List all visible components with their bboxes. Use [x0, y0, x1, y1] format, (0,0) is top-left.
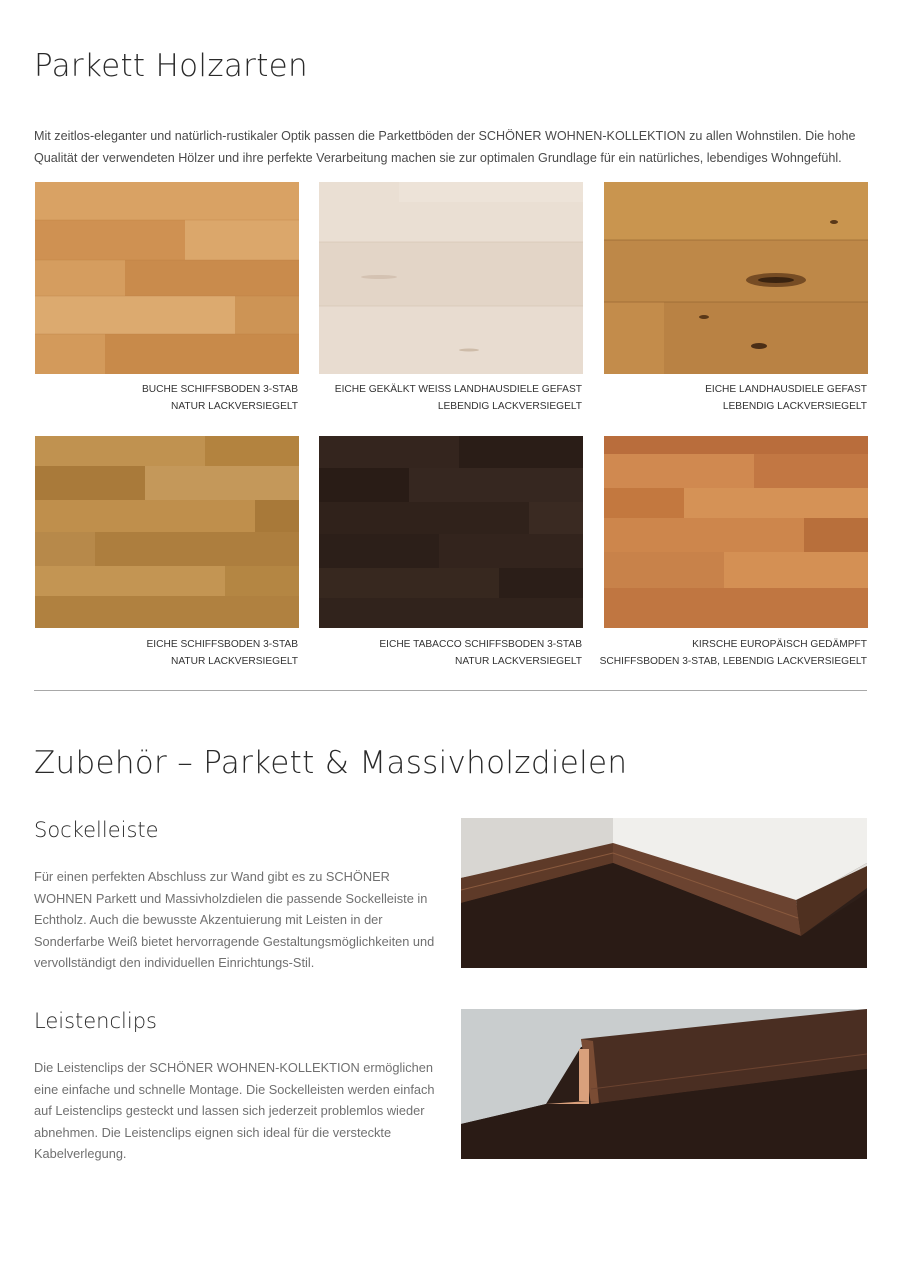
swatch-buche-schiffsboden [35, 182, 299, 374]
sockelleiste-photo [461, 818, 867, 968]
sockelleiste-title: Sockelleiste [34, 818, 159, 842]
swatch-eiche-gekaelkt-weiss [319, 182, 583, 374]
sockelleiste-text: Für einen perfekten Abschluss zur Wand gibt es zu SCHÖNER WOHNEN Parkett und Massivholzdielen die passende Sockelleiste in Echtholz. Auch die bewusste Akzentuierung mit Leisten in der Sonderfarbe Weiß bietet hervorragende Gestaltungsmöglichkeiten und vervollständigt den individuellen Einrichtungs-Stil. [34, 869, 435, 970]
swatch-caption [603, 381, 867, 415]
swatch-caption [567, 636, 867, 670]
caption-line: NATUR LACKVERSIEGELT [455, 656, 582, 667]
swatch-eiche-tabacco [319, 436, 583, 628]
leistenclips-text: Die Leistenclips der SCHÖNER WOHNEN-KOLLEKTION ermöglichen eine einfache und schnelle Montage. Die Sockelleisten werden einfach auf Leistenclips gesteckt und lassen sich jederzeit problemlos wieder abnehmen. Die Leistenclips eignen sich ideal für die versteckte Kabelverlegung. [34, 1060, 435, 1161]
swatch-caption [34, 381, 298, 415]
caption-line: NATUR LACKVERSIEGELT [171, 656, 298, 667]
section-title: Zubehör – Parkett & Massivholzdielen [34, 745, 628, 781]
intro-text: Mit zeitlos-eleganter und natürlich-rustikaler Optik passen die Parkettböden der SCHÖNER WOHNEN-KOLLEKTION zu allen Wohnstilen. Die hohe Qualität der verwendeten Hölzer und ihre perfekte Verarbeitung machen sie zur optimalen Grundlage für ein natürliches, lebendiges Wohngefühl. [34, 129, 856, 165]
caption-line: NATUR LACKVERSIEGELT [171, 401, 298, 412]
leistenclips-title: Leistenclips [34, 1009, 157, 1033]
caption-line: SCHIFFSBODEN 3-STAB, LEBENDIG LACKVERSIEGELT [599, 656, 867, 667]
leistenclips-photo [461, 1009, 867, 1159]
swatch-caption [318, 381, 582, 415]
swatch-caption [318, 636, 582, 670]
swatch-eiche-landhausdiele [604, 182, 868, 374]
caption-line: EICHE TABACCO SCHIFFSBODEN 3-STAB [379, 639, 582, 650]
caption-line: LEBENDIG LACKVERSIEGELT [437, 401, 582, 412]
caption-line: EICHE SCHIFFSBODEN 3-STAB [146, 639, 298, 650]
swatch-kirsche [604, 436, 868, 628]
section-divider [34, 690, 867, 691]
swatch-eiche-schiffsboden [35, 436, 299, 628]
caption-line: EICHE LANDHAUSDIELE GEFAST [705, 384, 867, 395]
caption-line: EICHE GEKÄLKT WEISS LANDHAUSDIELE GEFAST [334, 384, 582, 395]
page-title: Parkett Holzarten [34, 48, 309, 84]
swatch-caption [34, 636, 298, 670]
caption-line: BUCHE SCHIFFSBODEN 3-STAB [141, 384, 298, 395]
caption-line: KIRSCHE EUROPÄISCH GEDÄMPFT [692, 639, 867, 650]
caption-line: LEBENDIG LACKVERSIEGELT [722, 401, 867, 412]
